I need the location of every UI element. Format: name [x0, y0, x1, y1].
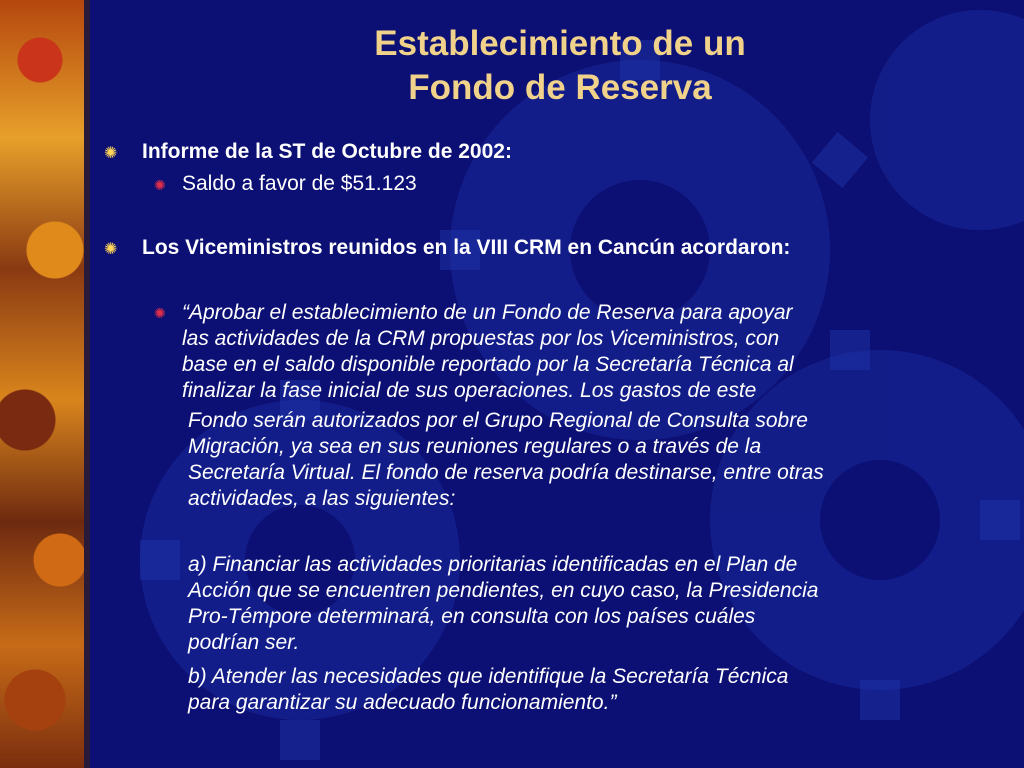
quote-line: podrían ser. [188, 631, 300, 654]
asterisk-bullet-icon: ✺ [154, 305, 166, 321]
title-line-2: Fondo de Reserva [408, 68, 712, 107]
quote-paragraph-1 [182, 300, 794, 404]
quote-line: las actividades de la CRM propuestas por los Viceministros, con [182, 327, 780, 350]
quote-line: Acción que se encuentren pendientes, en cuyo caso, la Presidencia [188, 579, 819, 602]
quote-item-a [188, 552, 1008, 656]
asterisk-bullet-icon: ✺ [154, 177, 166, 193]
quote-line: Secretaría Virtual. El fondo de reserva podría destinarse, entre otras [188, 461, 824, 484]
asterisk-bullet-icon: ✺ [104, 241, 118, 258]
bullet-item-2 [104, 236, 790, 260]
slide-title [100, 22, 1020, 110]
quote-line: Fondo serán autorizados por el Grupo Regional de Consulta sobre [188, 409, 808, 432]
bullet-item-1 [104, 140, 512, 164]
bullet-text: Informe de la ST de Octubre de 2002: [142, 140, 512, 163]
title-line-1: Establecimiento de un [374, 24, 746, 63]
quote-line: b) Atender las necesidades que identifique la Secretaría Técnica [188, 665, 789, 688]
asterisk-bullet-icon: ✺ [104, 145, 118, 162]
quote-line: “Aprobar el establecimiento de un Fondo de Reserva para apoyar [182, 301, 793, 324]
sub-bullet-text: Saldo a favor de $51.123 [182, 172, 417, 195]
bullet-text: Los Viceministros reunidos en la VIII CRM en Cancún acordaron: [142, 236, 791, 259]
quote-line: Migración, ya sea en sus reuniones regulares o a través de la [188, 435, 762, 458]
quote-line: base en el saldo disponible reportado por la Secretaría Técnica al [182, 353, 794, 376]
quote-paragraph-2 [188, 408, 1008, 512]
quote-line: Pro-Témpore determinará, en consulta con los países cuáles [188, 605, 756, 628]
quote-bullet [154, 300, 794, 404]
quote-line: finalizar la fase inicial de sus operaciones. Los gastos de este [182, 379, 757, 402]
sub-bullet-item-1 [154, 172, 417, 196]
decorative-side-strip [0, 0, 90, 768]
quote-line: para garantizar su adecuado funcionamiento.” [188, 691, 617, 714]
quote-item-b [188, 664, 1008, 716]
quote-line: a) Financiar las actividades prioritarias identificadas en el Plan de [188, 553, 798, 576]
quote-line: actividades, a las siguientes: [188, 487, 456, 510]
